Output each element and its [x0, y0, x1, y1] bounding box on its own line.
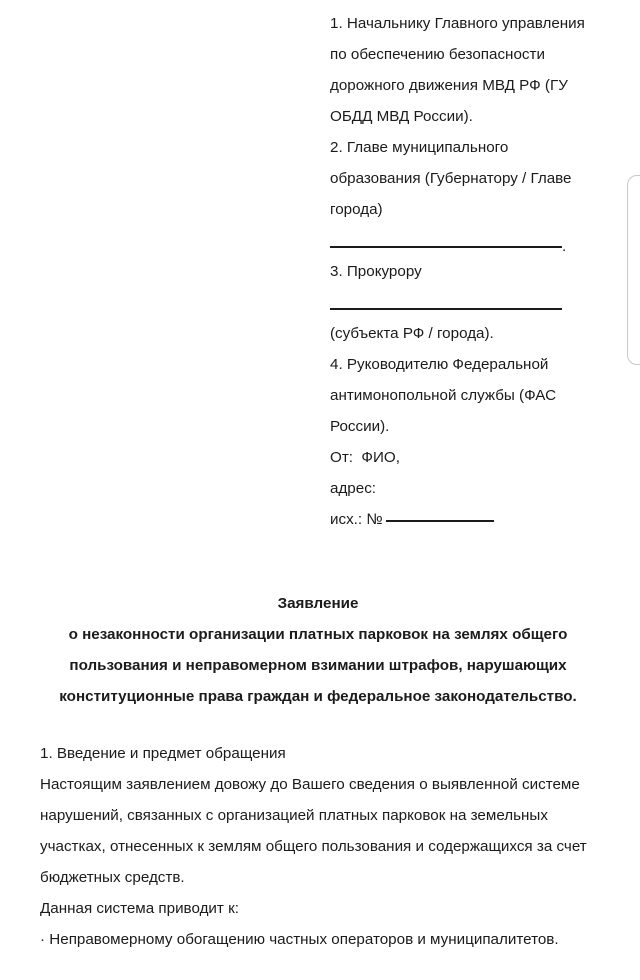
- addressee-item-3-qualifier: (субъекта РФ / города).: [330, 325, 494, 342]
- sender-name-line: От: ФИО,: [330, 449, 400, 466]
- fill-in-rule-1: [330, 246, 562, 248]
- outgoing-number-blank[interactable]: [386, 520, 494, 522]
- fill-in-rule-1-period: .: [562, 237, 567, 255]
- document-body: [40, 738, 598, 955]
- document-title: [40, 588, 596, 712]
- body-paragraph-1: Настоящим заявлением довожу до Вашего сведения о выявленной системе нарушений, связанных с организацией платных парковок на земельных участках, отнесенных к землям общего пользования и содержащихся за счет бюджетных средств.: [40, 776, 587, 886]
- body-paragraph-2: Данная система приводит к:: [40, 900, 239, 917]
- addressee-item-2: 2. Главе муниципального образования (Губернатору / Главе города): [330, 139, 572, 218]
- addressee-block: [330, 8, 596, 535]
- addressee-item-1: 1. Начальнику Главного управления по обеспечению безопасности дорожного движения МВД РФ (ГУ ОБДД МВД России).: [330, 15, 585, 125]
- outgoing-number-line: [330, 504, 596, 535]
- floating-side-panel[interactable]: [627, 175, 640, 365]
- fill-in-rule-2: [330, 308, 562, 310]
- outgoing-number-label: исх.: №: [330, 511, 383, 528]
- signature-rule-row-2: [330, 287, 596, 318]
- signature-rule-row-1: [330, 225, 596, 256]
- sender-address-line: адрес:: [330, 480, 377, 497]
- addressee-item-4: 4. Руководителю Федеральной антимонопольной службы (ФАС России).: [330, 356, 557, 435]
- body-bullet-1: · Неправомерному обогащению частных операторов и муниципалитетов.: [40, 931, 559, 948]
- addressee-item-3: 3. Прокурору: [330, 263, 422, 280]
- document-title-subheading: о незаконности организации платных парковок на землях общего пользования и неправомерном взимании штрафов, нарушающих конституционные права граждан и федеральное законодательство.: [59, 626, 577, 705]
- body-section-heading: 1. Введение и предмет обращения: [40, 745, 286, 762]
- document-title-heading: Заявление: [277, 595, 359, 612]
